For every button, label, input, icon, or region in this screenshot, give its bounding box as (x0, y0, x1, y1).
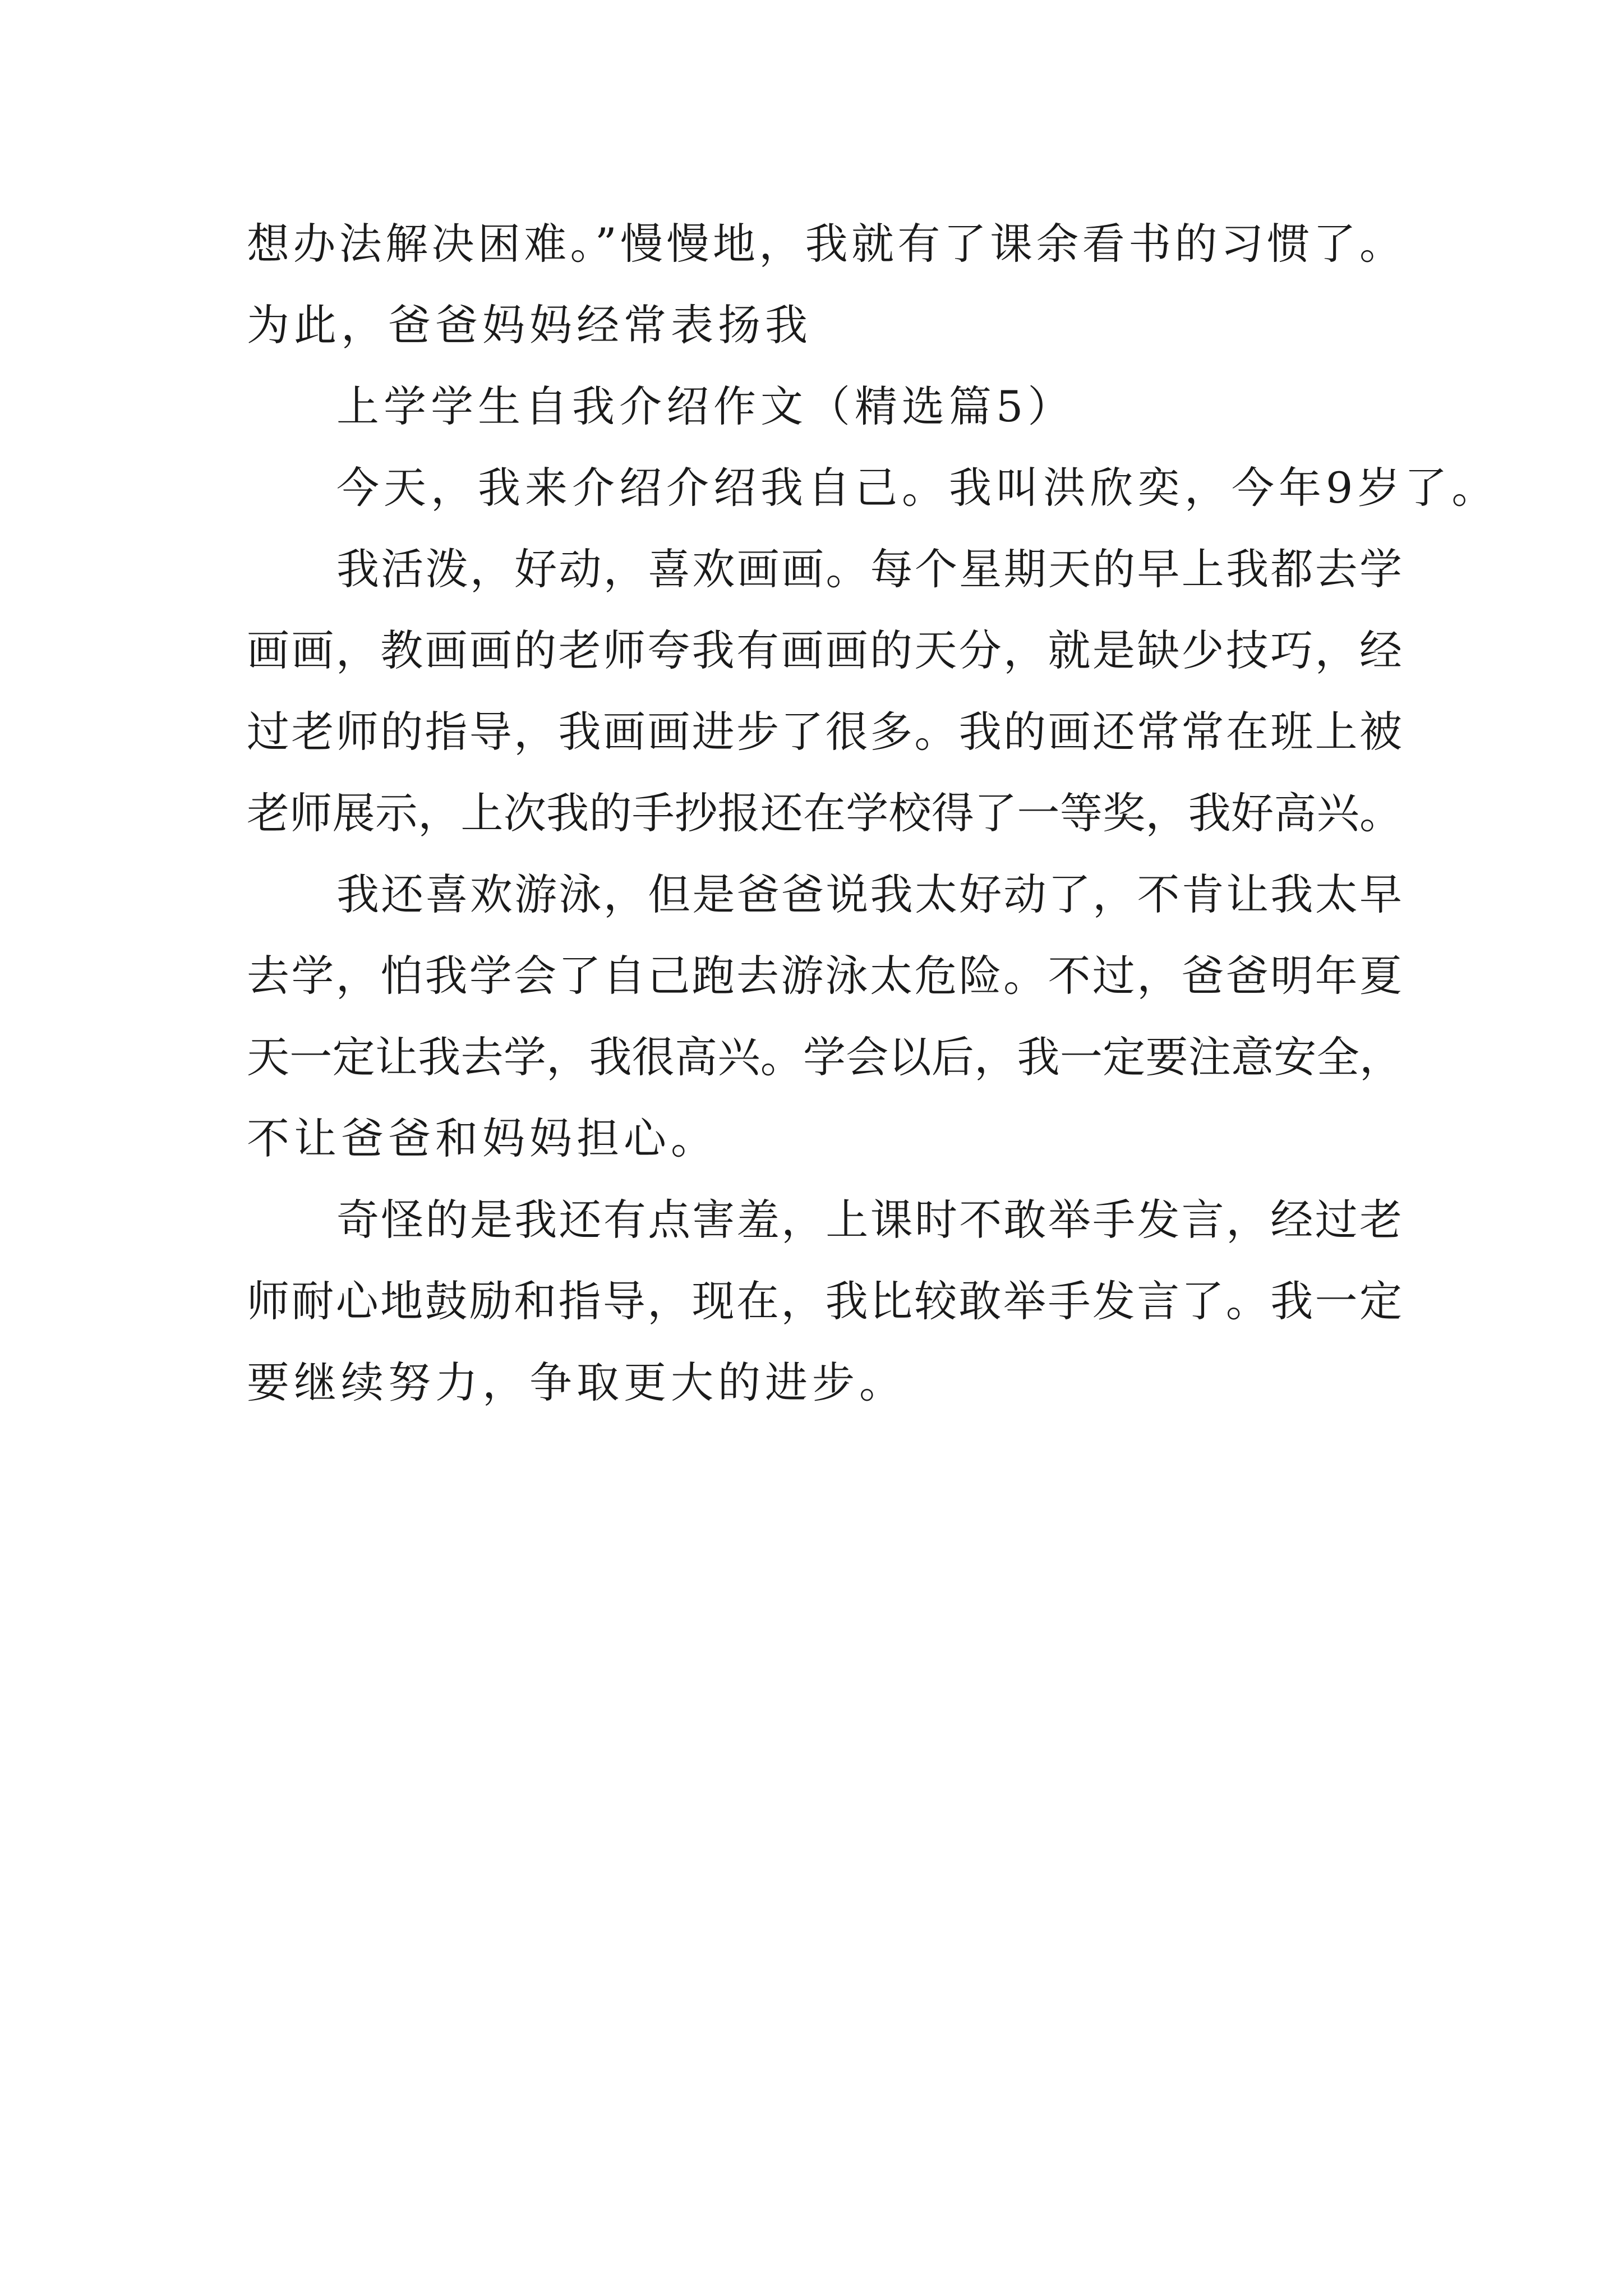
text-line: 为此，爸爸妈妈经常表扬我 (247, 300, 812, 350)
paragraph-line: 去学，怕我学会了自己跑去游泳太危险。不过，爸爸明年夏 (247, 951, 1402, 1001)
paragraph-line: 我活泼，好动，喜欢画画。每个星期天的早上我都去学 (336, 544, 1402, 594)
section-title: 上学学生自我介绍作文（精选篇5） (336, 381, 1075, 431)
paragraph-line: 天一定让我去学，我很高兴。学会以后，我一定要注意安全， (247, 1032, 1402, 1082)
paragraph-line: 我还喜欢游泳，但是爸爸说我太好动了，不肯让我太早 (336, 869, 1402, 919)
paragraph-line: 奇怪的是我还有点害羞，上课时不敢举手发言，经过老 (336, 1195, 1402, 1245)
paragraph-line: 过老师的指导，我画画进步了很多。我的画还常常在班上被 (247, 707, 1402, 757)
paragraph-line: 师耐心地鼓励和指导，现在，我比较敢举手发言了。我一定 (247, 1276, 1402, 1326)
text-line: 想办法解决困难。”慢慢地，我就有了课余看书的习惯了。 (247, 219, 1402, 269)
paragraph-line: 不让爸爸和妈妈担心。 (247, 1114, 718, 1163)
paragraph-line: 要继续努力，争取更大的进步。 (247, 1358, 906, 1407)
paragraph-line: 今天，我来介绍介绍我自己。我叫洪欣奕，今年9岁了。 (336, 463, 1499, 513)
paragraph-line: 画画，教画画的老师夸我有画画的天分，就是缺少技巧，经 (247, 625, 1402, 675)
paragraph-line: 老师展示，上次我的手抄报还在学校得了一等奖，我好高兴。 (247, 788, 1402, 838)
